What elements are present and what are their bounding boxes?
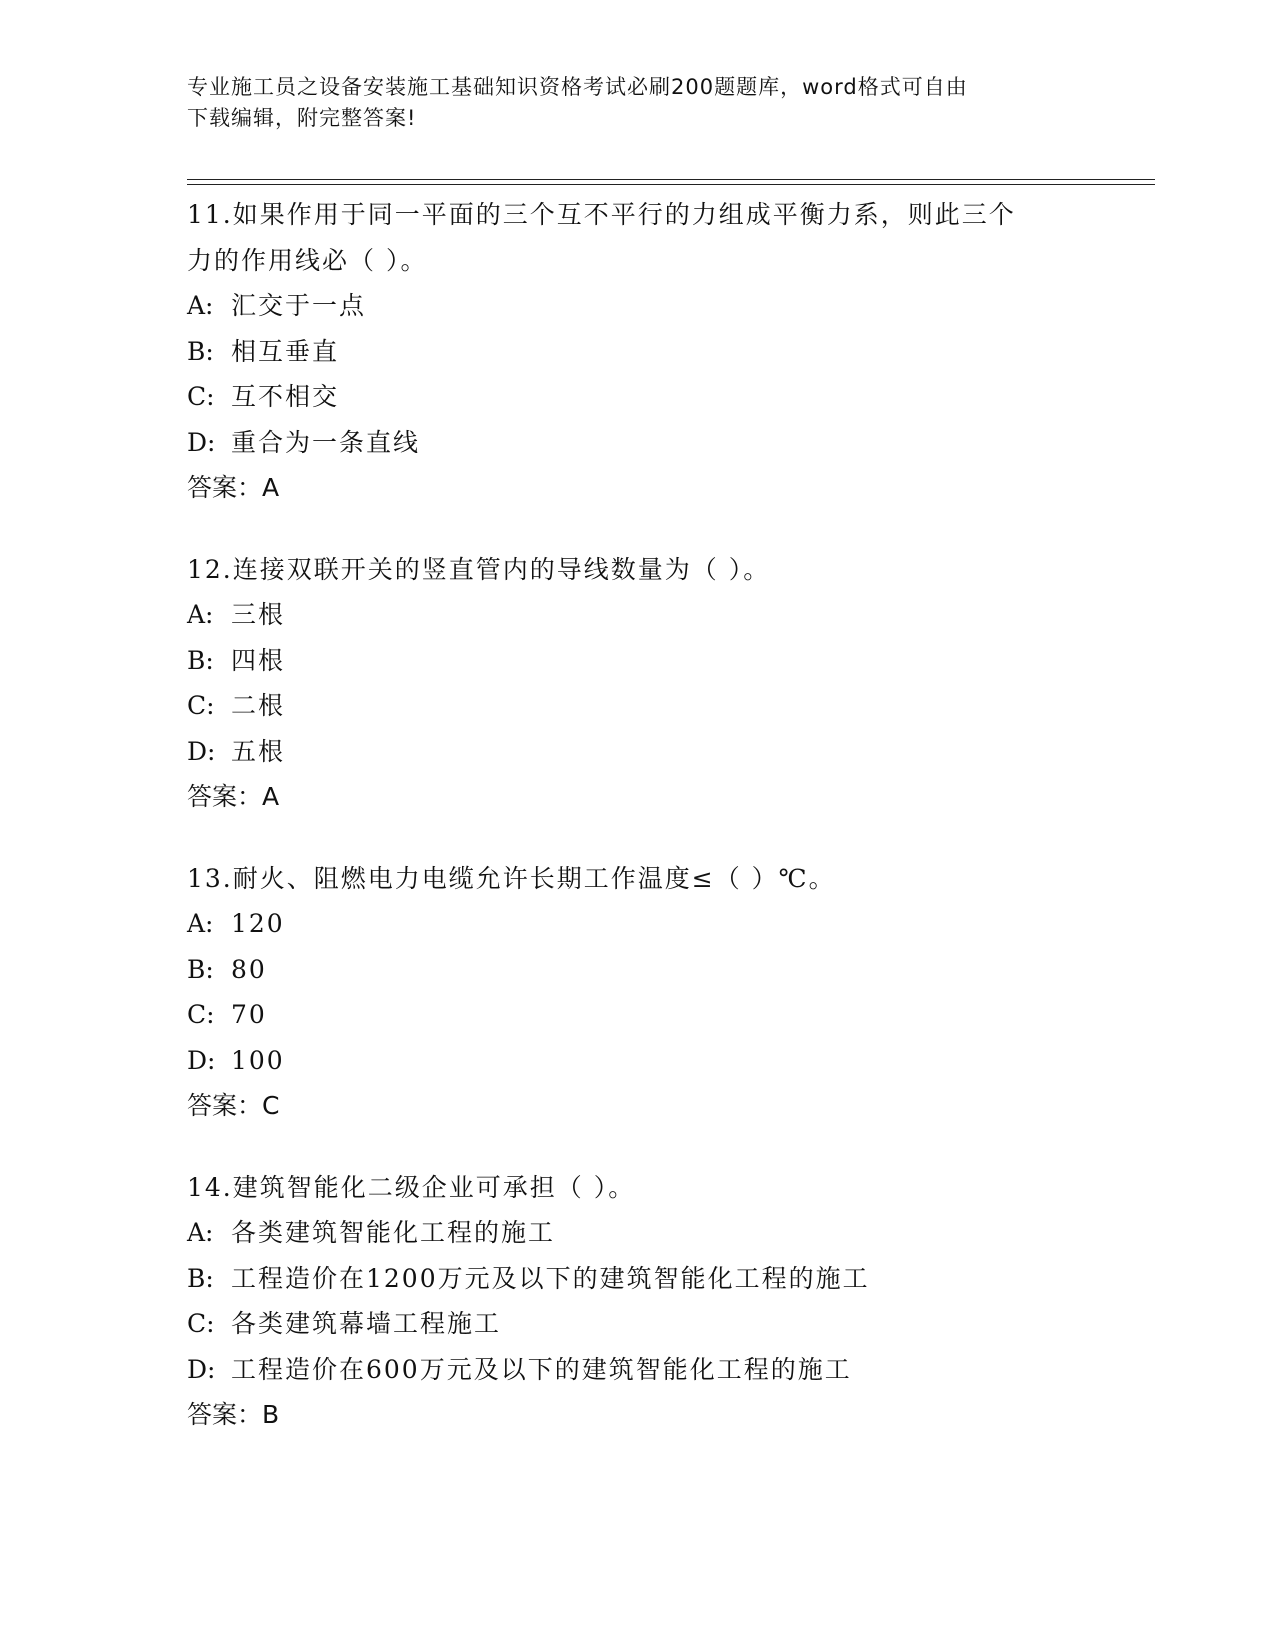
option-b [187, 329, 1087, 375]
option-c [187, 1301, 1087, 1347]
option-text: 各类建筑智能化工程的施工 [231, 1218, 556, 1247]
option-text: 各类建筑幕墙工程施工 [231, 1309, 502, 1338]
option-letter: B: [187, 1263, 214, 1293]
option-letter: D: [187, 427, 216, 457]
option-text: 工程造价在1200万元及以下的建筑智能化工程的施工 [231, 1263, 870, 1293]
option-text: 120 [231, 909, 285, 938]
option-letter: B: [187, 954, 214, 984]
option-d [187, 420, 1087, 466]
option-text: 二根 [231, 691, 286, 720]
header-divider-bottom [187, 184, 1155, 185]
question-list [187, 192, 1087, 1474]
question-title: 12.连接双联开关的竖直管内的导线数量为（ ）。 [187, 554, 771, 584]
option-letter: D: [187, 1045, 216, 1075]
option-a [187, 592, 1087, 638]
option-b [187, 947, 1087, 993]
answer-line: 答案：B [187, 1400, 280, 1429]
option-letter: D: [187, 1354, 216, 1384]
answer-line: 答案：A [187, 473, 280, 502]
option-d [187, 729, 1087, 775]
question-title: 11.如果作用于同一平面的三个互不平行的力组成平衡力系，则此三个 [187, 200, 1016, 229]
option-text: 三根 [231, 600, 286, 629]
option-c [187, 992, 1087, 1038]
option-a [187, 901, 1087, 947]
option-letter: A: [187, 291, 214, 320]
option-text: 重合为一条直线 [231, 427, 421, 457]
option-d [187, 1347, 1087, 1393]
option-text: 互不相交 [231, 382, 340, 411]
option-b [187, 1256, 1087, 1302]
option-text: 100 [231, 1045, 285, 1075]
question-title-continued: 力的作用线必（ ）。 [187, 245, 428, 275]
answer-line: 答案：C [187, 1091, 280, 1120]
question-item [187, 1165, 1087, 1438]
question-item [187, 192, 1087, 511]
option-letter: C: [187, 1000, 215, 1029]
option-text: 70 [231, 1000, 267, 1029]
option-letter: B: [187, 645, 214, 675]
option-d [187, 1038, 1087, 1084]
option-text: 相互垂直 [231, 336, 340, 366]
header-line-1: 专业施工员之设备安装施工基础知识资格考试必刷200题题库，word格式可自由 [187, 75, 968, 99]
option-c [187, 683, 1087, 729]
option-b [187, 638, 1087, 684]
document-header [187, 72, 1087, 134]
option-letter: C: [187, 1309, 215, 1338]
option-text: 80 [231, 954, 267, 984]
option-text: 汇交于一点 [231, 291, 367, 320]
option-c [187, 374, 1087, 420]
option-letter: C: [187, 382, 215, 411]
option-text: 四根 [231, 645, 286, 675]
question-title: 14.建筑智能化二级企业可承担（ ）。 [187, 1172, 636, 1202]
option-letter: D: [187, 736, 216, 766]
option-text: 五根 [231, 736, 286, 766]
option-letter: A: [187, 600, 214, 629]
answer-line: 答案：A [187, 782, 280, 811]
header-line-2: 下载编辑，附完整答案! [187, 106, 417, 130]
question-item [187, 547, 1087, 820]
option-a [187, 283, 1087, 329]
header-divider-top [187, 179, 1155, 180]
option-letter: A: [187, 909, 214, 938]
option-text: 工程造价在600万元及以下的建筑智能化工程的施工 [231, 1354, 852, 1384]
option-letter: B: [187, 336, 214, 366]
option-a [187, 1210, 1087, 1256]
option-letter: A: [187, 1218, 214, 1247]
question-title: 13.耐火、阻燃电力电缆允许长期工作温度≤（ ）℃。 [187, 863, 836, 893]
question-item [187, 856, 1087, 1129]
option-letter: C: [187, 691, 215, 720]
